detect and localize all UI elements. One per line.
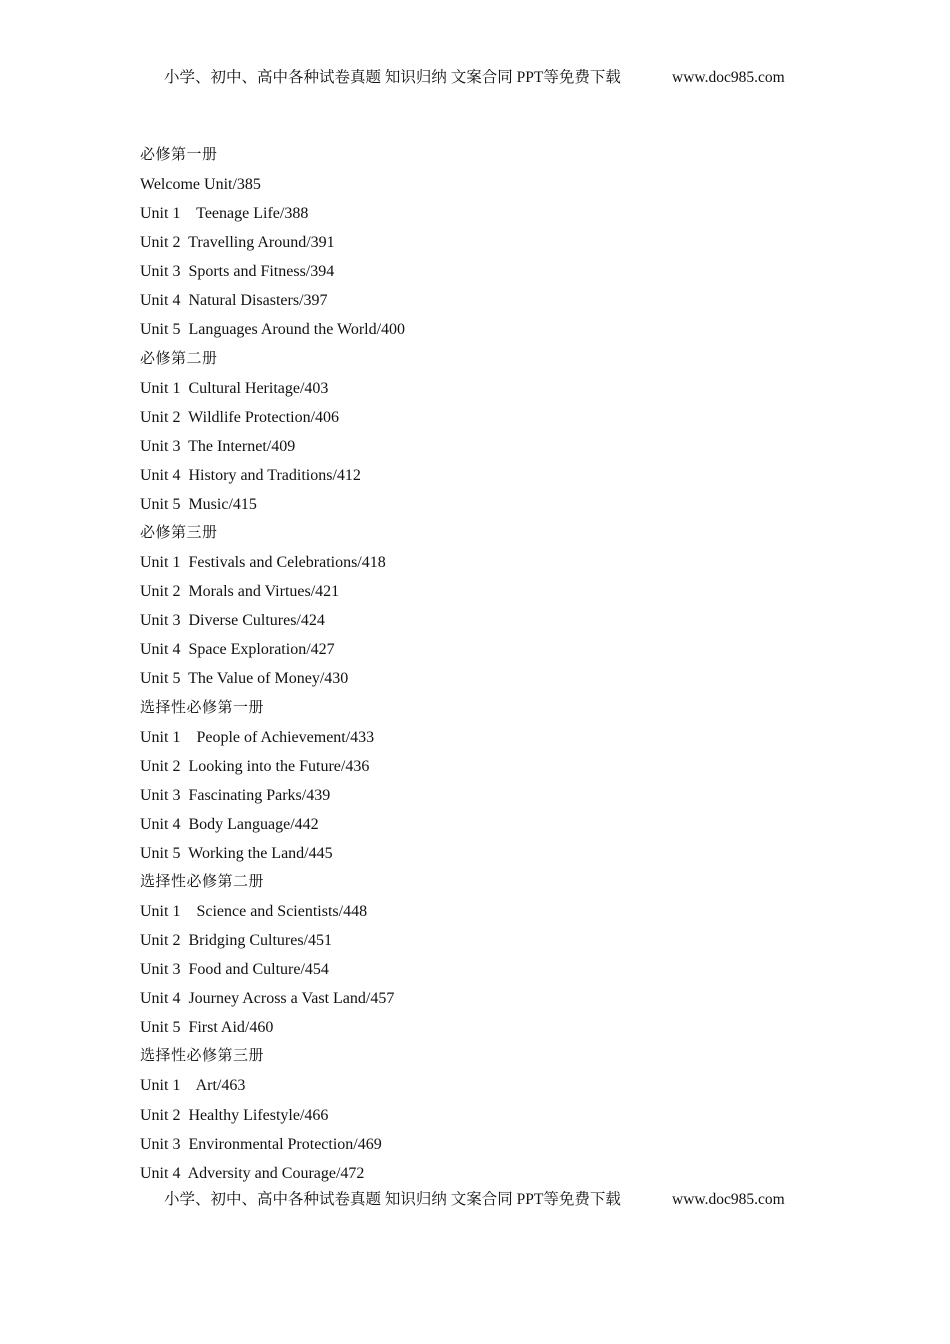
footer-text: 小学、初中、高中各种试卷真题 知识归纳 文案合同 PPT等免费下载: [164, 1191, 621, 1208]
toc-entry[interactable]: Unit 2 Looking into the Future/436: [140, 757, 370, 775]
toc-entry[interactable]: Unit 4 Adversity and Courage/472: [140, 1164, 365, 1182]
toc-entry[interactable]: Unit 3 Diverse Cultures/424: [140, 612, 325, 630]
toc-entry-list: [140, 1071, 840, 1187]
toc-entry[interactable]: Unit 3 Environmental Protection/469: [140, 1135, 382, 1153]
toc-entry-list: [140, 548, 840, 693]
toc-entry[interactable]: Unit 1 People of Achievement/433: [140, 728, 375, 746]
toc-section-heading: 选择性必修第二册: [140, 871, 265, 890]
toc-section-heading: 必修第二册: [140, 348, 218, 367]
toc-entry[interactable]: Unit 1 Art/463: [140, 1077, 246, 1095]
toc-entry[interactable]: Unit 4 Space Exploration/427: [140, 641, 335, 659]
toc-entry[interactable]: Unit 3 The Internet/409: [140, 437, 296, 455]
toc-entry-list: [140, 723, 840, 868]
toc-section: [140, 141, 840, 345]
toc-entry[interactable]: Welcome Unit/385: [140, 176, 261, 193]
toc-entry[interactable]: Unit 5 Working the Land/445: [140, 844, 333, 862]
header-site-link[interactable]: www.doc985.com: [672, 69, 785, 86]
toc-entry[interactable]: Unit 3 Fascinating Parks/439: [140, 786, 331, 804]
toc-entry-list: [140, 374, 840, 519]
toc-entry[interactable]: Unit 5 First Aid/460: [140, 1019, 274, 1037]
toc-entry[interactable]: Unit 2 Healthy Lifestyle/466: [140, 1106, 329, 1124]
header-text: 小学、初中、高中各种试卷真题 知识归纳 文案合同 PPT等免费下载: [164, 69, 621, 86]
toc-entry[interactable]: Unit 4 Journey Across a Vast Land/457: [140, 990, 395, 1008]
toc-entry[interactable]: Unit 1 Science and Scientists/448: [140, 902, 368, 920]
toc-section-heading: 选择性必修第一册: [140, 697, 265, 716]
toc-entry[interactable]: Unit 4 Natural Disasters/397: [140, 292, 328, 310]
toc-entry[interactable]: Unit 2 Wildlife Protection/406: [140, 408, 340, 426]
toc-entry[interactable]: Unit 4 Body Language/442: [140, 815, 319, 833]
toc-entry[interactable]: Unit 1 Cultural Heritage/403: [140, 379, 329, 397]
toc-entry[interactable]: Unit 4 History and Traditions/412: [140, 466, 361, 484]
toc-entry[interactable]: Unit 5 The Value of Money/430: [140, 670, 349, 688]
toc-entry[interactable]: Unit 5 Languages Around the World/400: [140, 321, 406, 339]
toc-section: [140, 868, 840, 1042]
toc-section: [140, 519, 840, 693]
toc-entry[interactable]: Unit 2 Bridging Cultures/451: [140, 932, 332, 950]
toc-entry[interactable]: Unit 1 Festivals and Celebrations/418: [140, 554, 386, 572]
table-of-contents: [140, 141, 840, 1188]
toc-section-heading: 选择性必修第三册: [140, 1046, 265, 1065]
toc-entry[interactable]: Unit 5 Music/415: [140, 495, 257, 513]
toc-entry[interactable]: Unit 2 Morals and Virtues/421: [140, 583, 340, 601]
toc-entry-list: [140, 897, 840, 1042]
toc-section: [140, 1042, 840, 1187]
toc-section: [140, 345, 840, 519]
footer-site-link[interactable]: www.doc985.com: [672, 1191, 785, 1208]
toc-entry[interactable]: Unit 1 Teenage Life/388: [140, 205, 309, 223]
toc-section: [140, 694, 840, 868]
toc-entry-list: [140, 170, 840, 345]
toc-entry[interactable]: Unit 3 Sports and Fitness/394: [140, 263, 335, 281]
toc-section-heading: 必修第三册: [140, 523, 218, 542]
toc-entry[interactable]: Unit 2 Travelling Around/391: [140, 234, 335, 252]
toc-section-heading: 必修第一册: [140, 145, 218, 163]
toc-entry[interactable]: Unit 3 Food and Culture/454: [140, 961, 329, 979]
